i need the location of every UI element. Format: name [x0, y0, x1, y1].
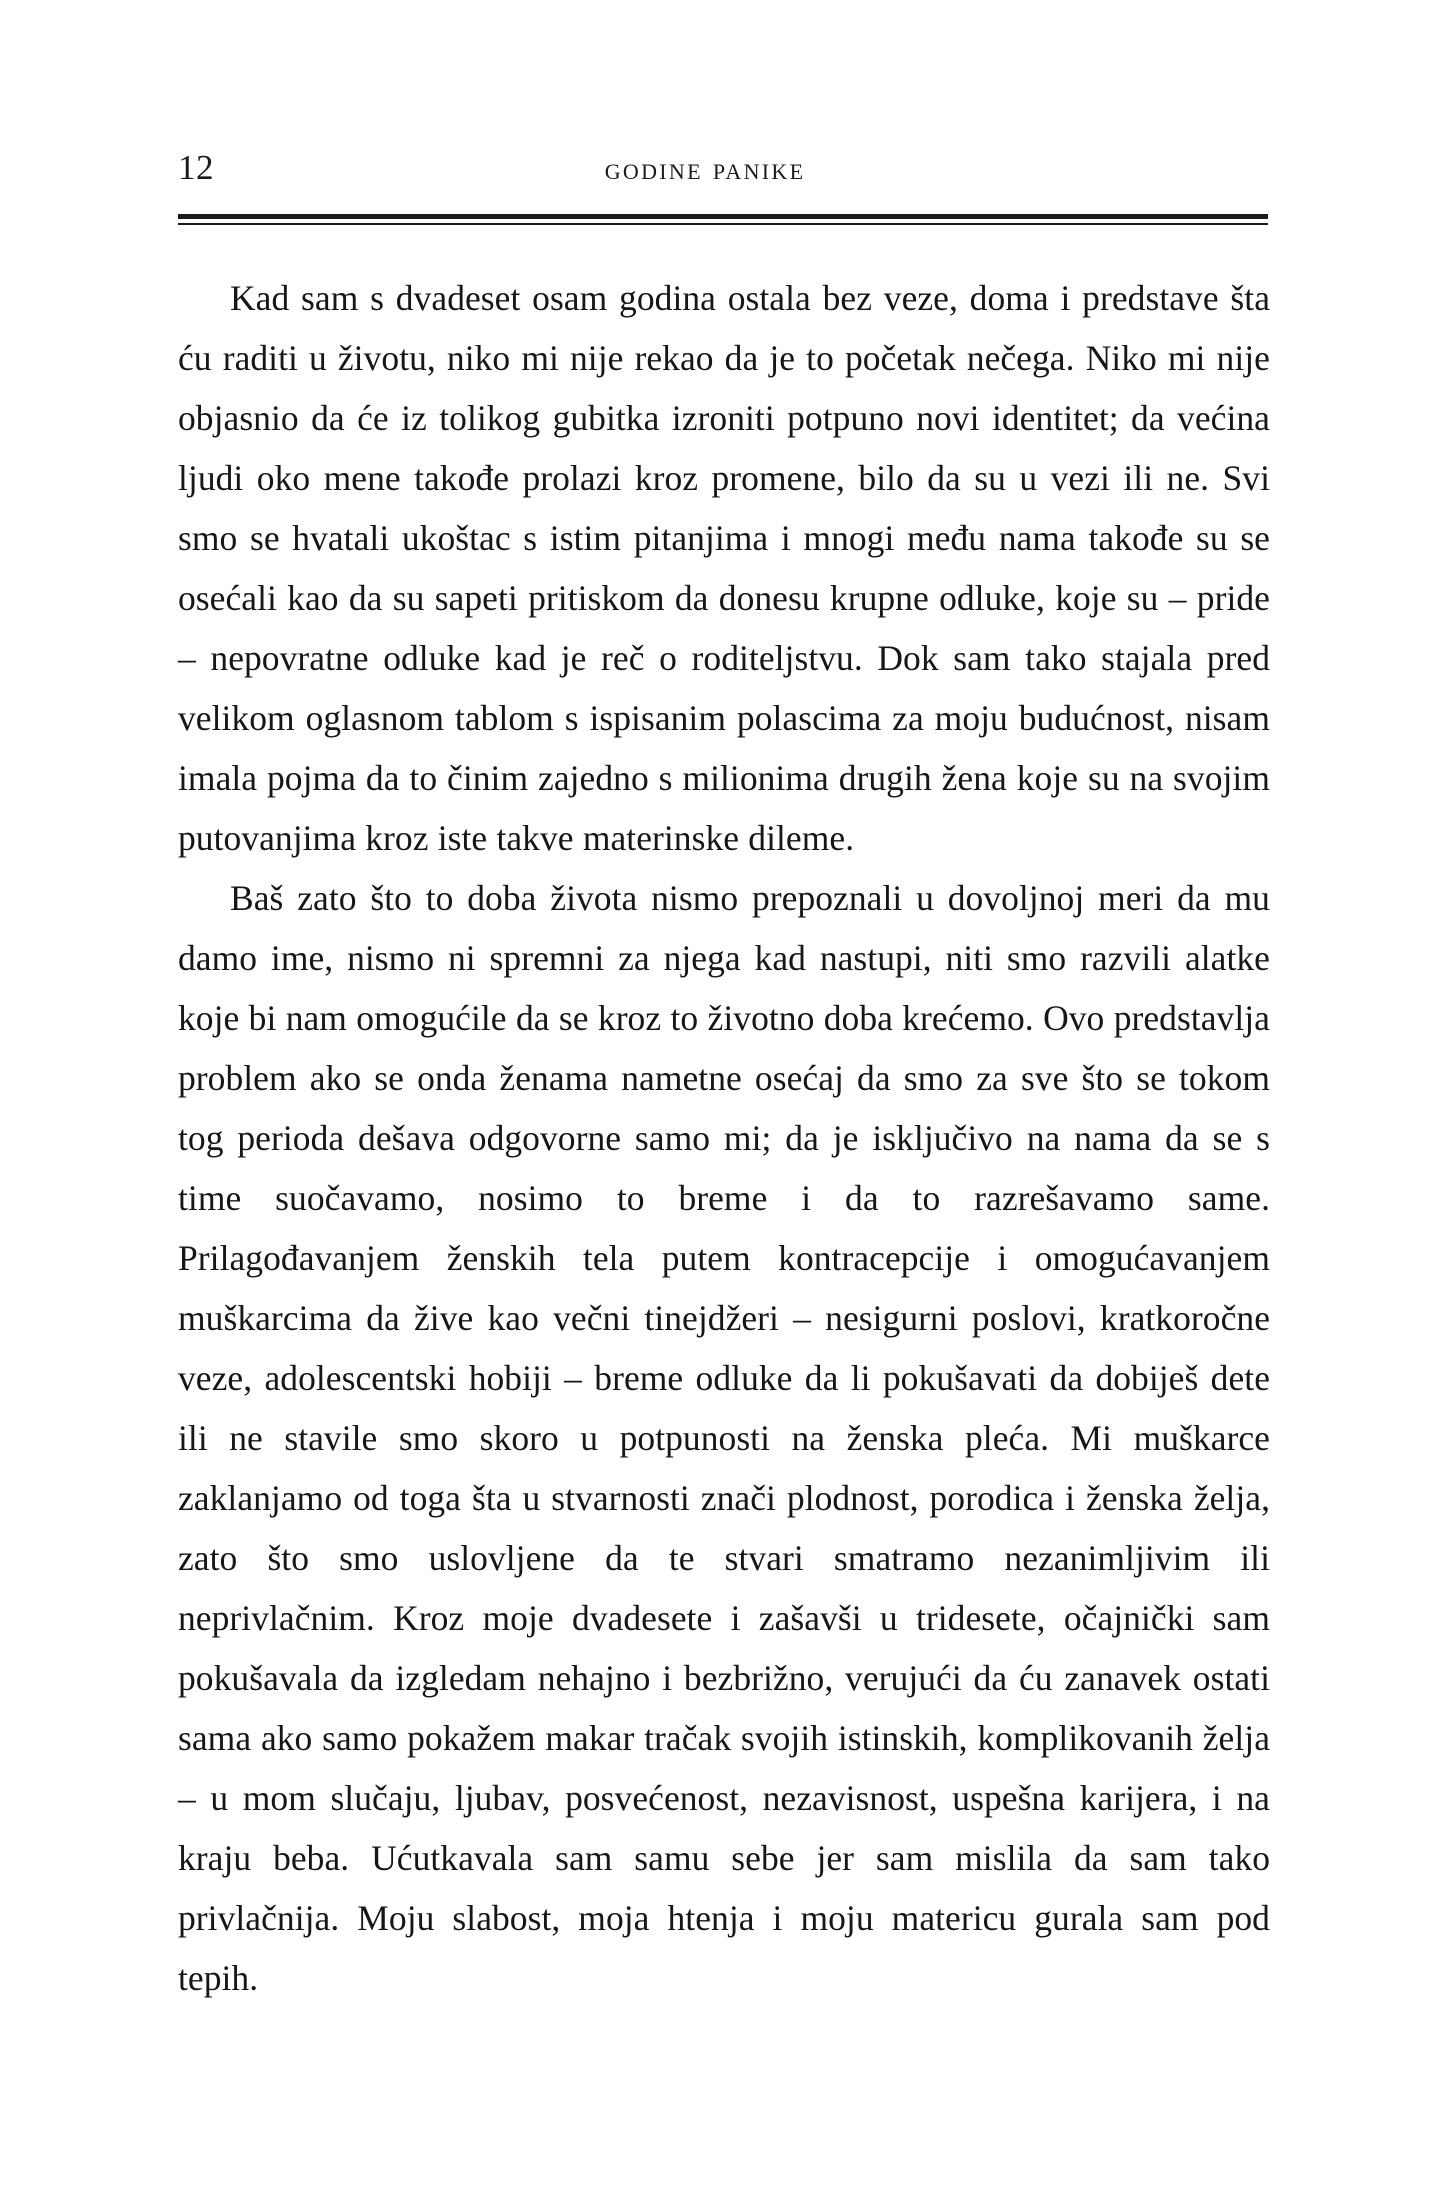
- page-number: 12: [178, 148, 214, 187]
- paragraph: Kad sam s dvadeset osam godina ostala bez veze, doma i predstave šta ću raditi u životu, niko mi nije rekao da je to početak nečega. Niko mi nije objasnio da će iz tolikog gubitka izroniti potpuno novi identitet; da većina ljudi oko mene takođe prolazi kroz promene, bilo da su u vezi ili ne. Svi smo se hvatali ukoštac s istim pitanjima i mnogi među nama takođe su se osećali kao da su sapeti pritiskom da donesu krupne odluke, koje su – pride – nepovratne odluke kad je reč o roditeljstvu. Dok sam tako stajala pred velikom oglasnom tablom s ispisanim polascima za moju budućnost, nisam imala pojma da to činim zajedno s milionima drugih žena koje su na svojim putovanjima kroz iste takve materinske dileme.: [178, 278, 1270, 858]
- body-text-block: [178, 268, 1270, 2008]
- rule-thin: [178, 223, 1268, 225]
- paragraph: Baš zato što to doba života nismo prepoznali u dovoljnoj meri da mu damo ime, nismo ni spremni za njega kad nastupi, niti smo razvili alatke koje bi nam omogućile da se kroz to životno doba krećemo. Ovo predstavlja problem ako se onda ženama nametne osećaj da smo za sve što se tokom tog perioda dešava odgovorne samo mi; da je isključivo na nama da se s time suočavamo, nosimo to breme i da to razrešavamo same. Prilagođavanjem ženskih tela putem kontracepcije i omogućavanjem muškarcima da žive kao večni tinejdžeri – nesigurni poslovi, kratkoročne veze, adolescentski hobiji – breme odluke da li pokušavati da dobiješ dete ili ne stavile smo skoro u potpunosti na ženska pleća. Mi muškarce zaklanjamo od toga šta u stvarnosti znači plodnost, porodica i ženska želja, zato što smo uslovljene da te stvari smatramo nezanimljivim ili neprivlačnim. Kroz moje dvadesete i zašavši u tridesete, očajnički sam pokušavala da izgledam nehajno i bezbrižno, verujući da ću zanavek ostati sama ako samo pokažem makar tračak svojih istinskih, komplikovanih želja – u mom slučaju, ljubav, posvećenost, nezavisnost, uspešna karijera, i na kraju beba. Ućutkavala sam samu sebe jer sam mislila da sam tako privlačnija. Moju slabost, moja htenja i moju matericu gurala sam pod tepih.: [178, 878, 1270, 1998]
- running-head-title: godine panike: [604, 151, 806, 186]
- header-double-rule: [178, 214, 1268, 225]
- running-head: [178, 150, 1268, 202]
